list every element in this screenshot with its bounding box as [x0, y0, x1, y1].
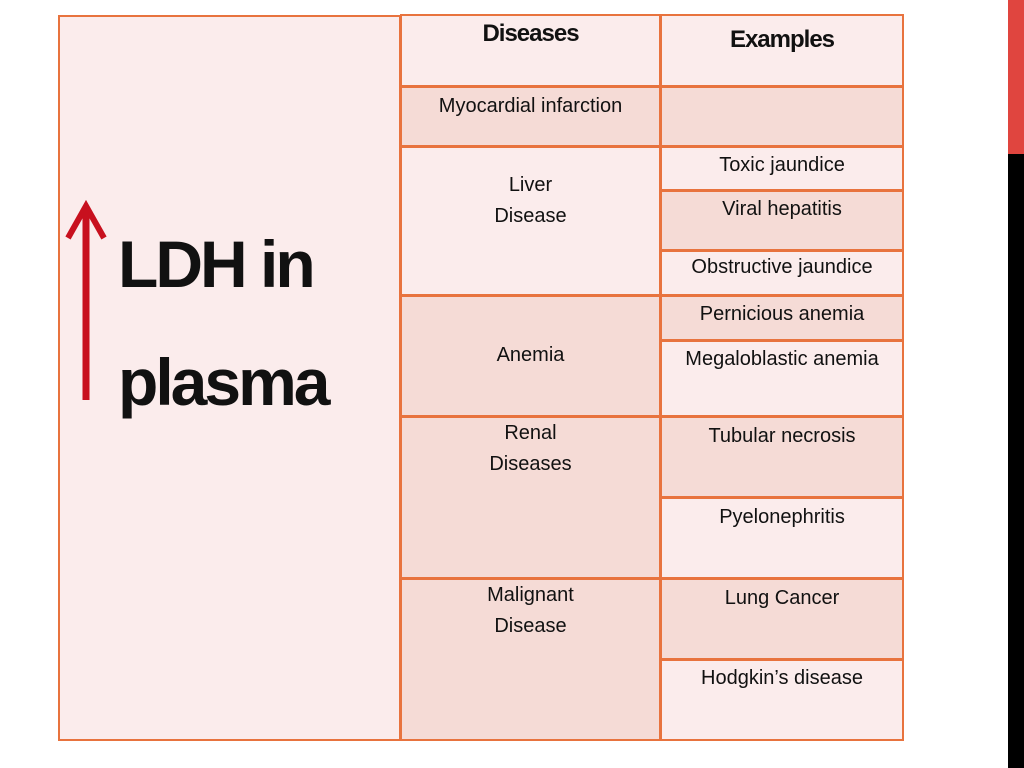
accent-bar-black: [1008, 154, 1024, 768]
example-toxic-jaundice: Toxic jaundice: [660, 146, 904, 191]
disease-malignant: Malignant Disease: [400, 578, 661, 741]
accent-bar-red: [1008, 0, 1024, 154]
title-line-1: LDH in: [118, 227, 313, 301]
disease-liver: Liver Disease: [400, 146, 661, 296]
header-diseases: Diseases: [400, 14, 661, 87]
example-lung-cancer: Lung Cancer: [660, 578, 904, 660]
up-arrow-icon: [64, 200, 108, 405]
example-myocardial-empty: [660, 86, 904, 147]
example-obstructive-jaundice: Obstructive jaundice: [660, 250, 904, 296]
title-line-2: plasma: [118, 345, 328, 419]
example-tubular-necrosis: Tubular necrosis: [660, 416, 904, 498]
example-pernicious-anemia: Pernicious anemia: [660, 295, 904, 341]
disease-myocardial: Myocardial infarction: [400, 86, 661, 147]
example-hodgkins-disease: Hodgkin’s disease: [660, 659, 904, 741]
disease-anemia: Anemia: [400, 295, 661, 417]
example-viral-hepatitis: Viral hepatitis: [660, 190, 904, 251]
disease-renal: Renal Diseases: [400, 416, 661, 579]
example-megaloblastic-anemia: Megaloblastic anemia: [660, 340, 904, 417]
page-title: [118, 205, 388, 441]
example-pyelonephritis: Pyelonephritis: [660, 497, 904, 579]
header-examples: Examples: [660, 14, 904, 87]
